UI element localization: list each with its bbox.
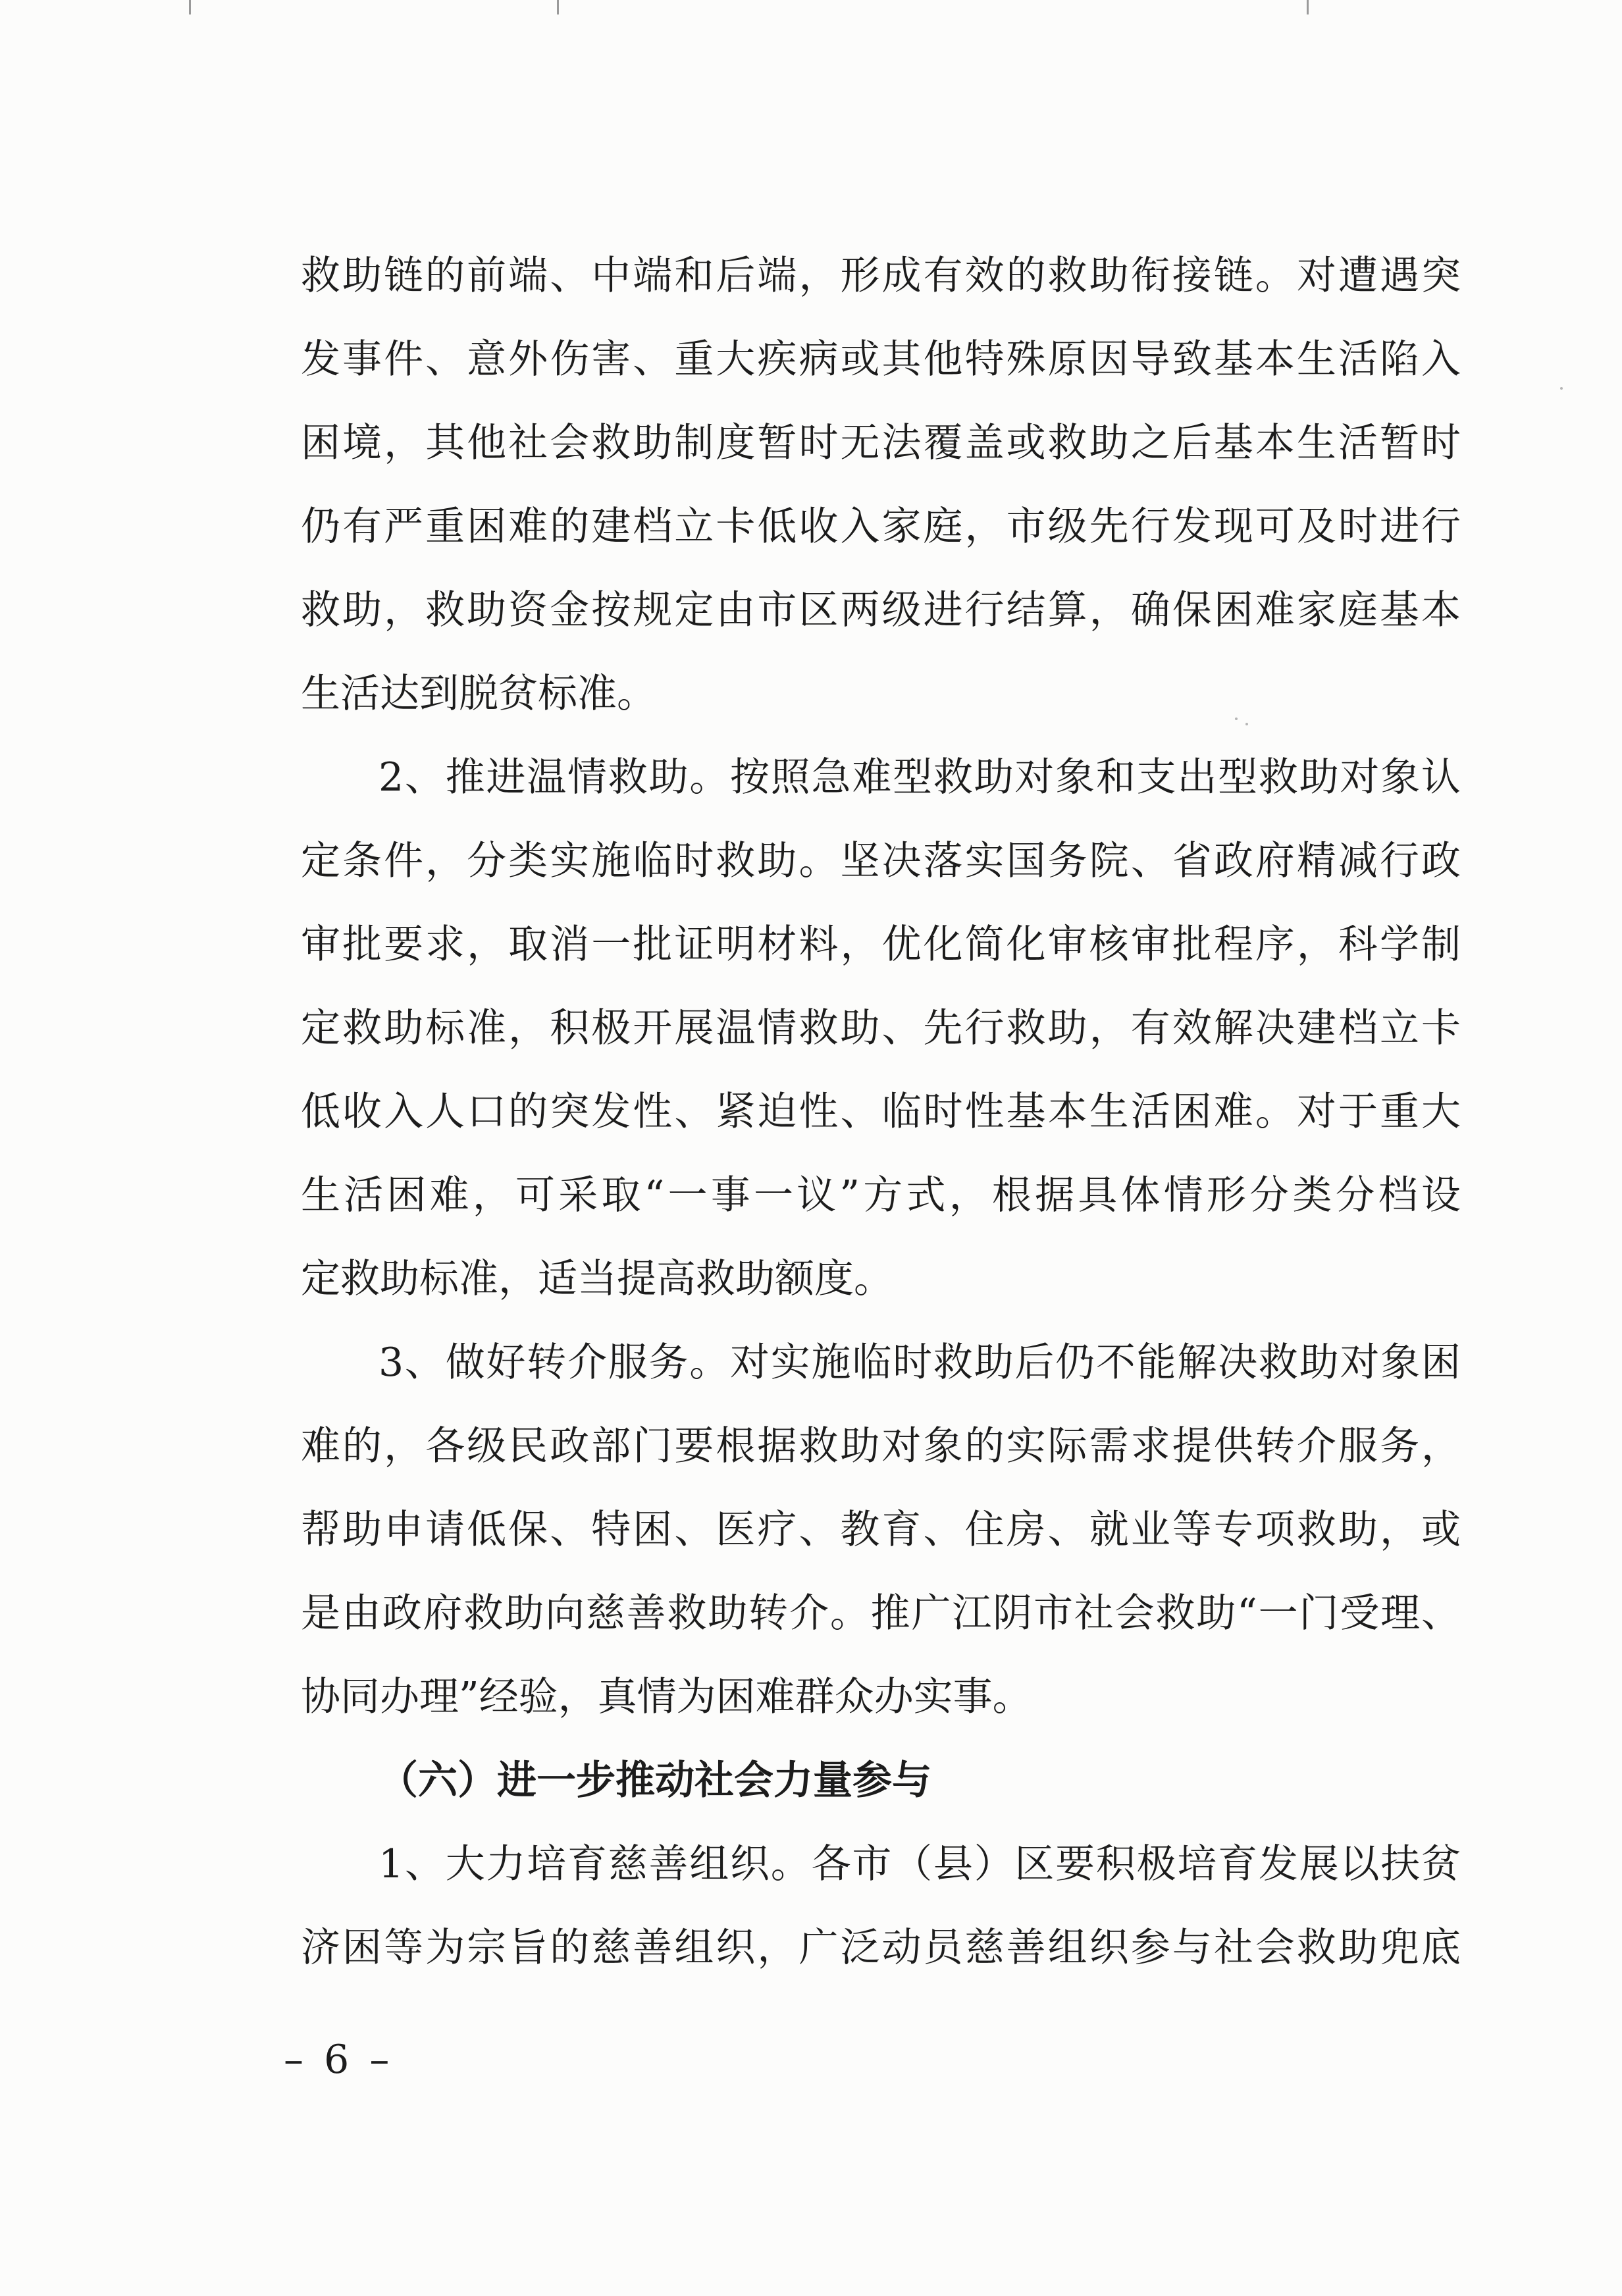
text-line: 救助链的前端、中端和后端，形成有效的救助衔接链。对遭遇突 xyxy=(301,253,1461,299)
text-line: 仍有严重困难的建档立卡低收入家庭，市级先行发现可及时进行 xyxy=(301,504,1461,550)
paragraph-start-line: 2、推进温情救助。按照急难型救助对象和支出型救助对象认 xyxy=(379,754,1461,800)
text-line: 帮助申请低保、特困、医疗、教育、住房、就业等专项救助，或 xyxy=(301,1507,1461,1553)
text-line: 救助，救助资金按规定由市区两级进行结算，确保困难家庭基本 xyxy=(301,587,1461,633)
scan-mark xyxy=(1307,0,1309,14)
text-line: 审批要求，取消一批证明材料，优化简化审核审批程序，科学制 xyxy=(301,922,1461,968)
scan-mark xyxy=(189,0,191,14)
scan-speck xyxy=(1560,387,1563,390)
text-line: 定救助标准，积极开展温情救助、先行救助，有效解决建档立卡 xyxy=(301,1005,1461,1051)
page-number: – 6 – xyxy=(284,2037,394,2083)
scan-mark xyxy=(557,0,559,14)
text-line: 济困等为宗旨的慈善组织，广泛动员慈善组织参与社会救助兜底 xyxy=(301,1925,1461,1971)
body-text xyxy=(301,234,1461,1990)
paragraph-start-line: 1、大力培育慈善组织。各市（县）区要积极培育发展以扶贫 xyxy=(379,1841,1461,1887)
text-line: 定条件，分类实施临时救助。坚决落实国务院、省政府精减行政 xyxy=(301,838,1461,884)
text-line: 协同办理”经验，真情为困难群众办实事。 xyxy=(301,1674,1032,1720)
text-line: 困境，其他社会救助制度暂时无法覆盖或救助之后基本生活暂时 xyxy=(301,420,1461,466)
text-line: 生活达到脱贫标准。 xyxy=(301,671,656,717)
section-heading: （六）进一步推动社会力量参与 xyxy=(379,1758,931,1804)
text-line: 低收入人口的突发性、紧迫性、临时性基本生活困难。对于重大 xyxy=(301,1089,1461,1135)
text-line: 是由政府救助向慈善救助转介。推广江阴市社会救助“一门受理、 xyxy=(301,1590,1461,1636)
text-line: 难的，各级民政部门要根据救助对象的实际需求提供转介服务， xyxy=(301,1423,1461,1469)
text-line: 定救助标准，适当提高救助额度。 xyxy=(301,1256,893,1302)
paragraph-start-line: 3、做好转介服务。对实施临时救助后仍不能解决救助对象困 xyxy=(379,1340,1461,1386)
text-line: 生活困难，可采取“一事一议”方式，根据具体情形分类分档设 xyxy=(301,1172,1461,1218)
text-line: 发事件、意外伤害、重大疾病或其他特殊原因导致基本生活陷入 xyxy=(301,336,1461,382)
